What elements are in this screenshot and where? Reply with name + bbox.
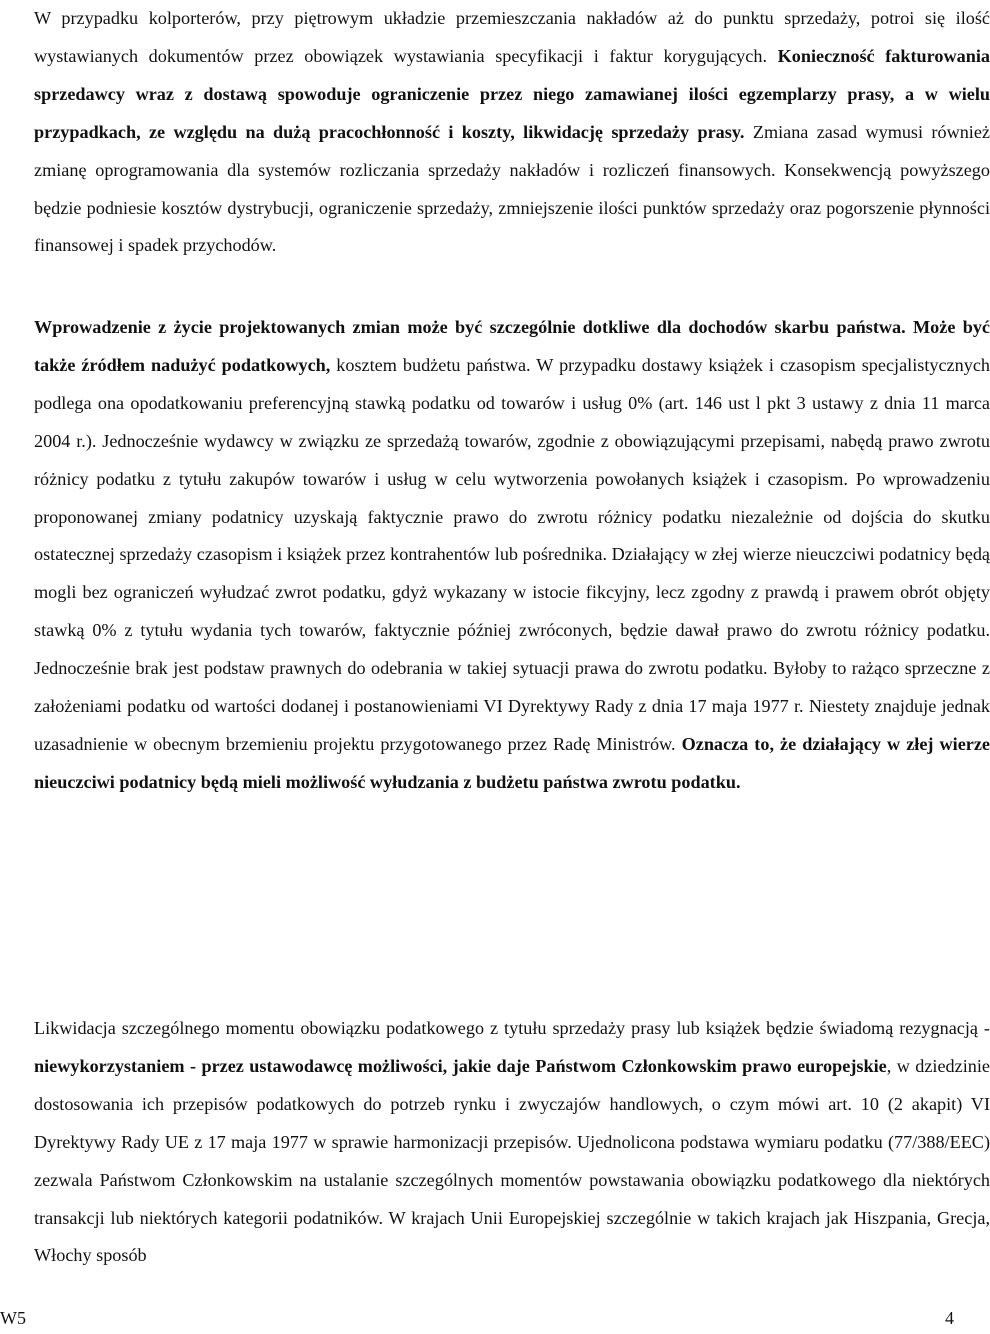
paragraph-item-8 [0, 309, 990, 802]
item-9-text-2: , w dziedzinie dostosowania ich przepisów podatkowych do potrzeb rynku i zwyczajów handlowych, o czym mówi art. 10 (2 akapit) VI Dyrektywy Rady UE z 17 maja 1977 w sprawie harmonizacji przepisów. Ujednolicona podstawa wymiaru podatku (77/388/EEC) zezwala Państwom Członkowskim na ustalanie szczególnych momentów powstawania obowiązku podatkowego dla niektórych transakcji lub niektórych kategorii podatników. W krajach Unii Europejskiej szczególnie w takich krajach jak Hiszpania, Grecja, Włochy sposób [34, 1055, 990, 1266]
item-7-bold-1: Konieczność fakturowania sprzedawcy wraz z dostawą spowoduje ograniczenie przez niego zamawianej ilości egzemplarzy prasy, a w wielu przypadkach, ze względu na dużą pracochłonność i koszty, likwidację sprzedaży prasy. [34, 45, 990, 142]
item-8-bold-2: Oznacza to, że działający w złej wierze nieuczciwi podatnicy będą mieli możliwość wyłudzania z budżetu państwa zwrotu podatku. [34, 733, 990, 792]
item-9-text-1: Likwidacja szczególnego momentu obowiązku podatkowego z tytułu sprzedaży prasy lub książek będzie świadomą rezygnacją - [34, 1018, 990, 1038]
paragraph-item-7 [0, 0, 990, 265]
item-7-text-1: W przypadku kolporterów, przy piętrowym układzie przemieszczania nakładów aż do punktu sprzedaży, potroi się ilość wystawianych dokumentów przez obowiązek wystawiania specyfikacji i faktur korygujących. [34, 8, 990, 66]
paragraph-item-9 [0, 1010, 990, 1275]
item-8-text-1: kosztem budżetu państwa. W przypadku dostawy książek i czasopism specjalistycznych podlega ona opodatkowaniu preferencyjną stawką podatku od towarów i usług 0% (art. 146 ust l pkt 3 ustawy z dnia 11 marca 2004 r.). Jednocześnie wydawcy w związku ze sprzedażą towarów, zgodnie z obowiązującymi przepisami, nabędą prawo zwrotu różnicy podatku z tytułu zakupów towarów i usług w celu wytworzenia powołanych książek i czasopism. Po wprowadzeniu proponowanej zmiany podatnicy uzyskają faktycznie prawo do zwrotu różnicy podatku niezależnie od dojścia do skutku ostatecznej sprzedaży czasopism i książek przez kontrahentów lub pośrednika. Działający w złej wierze nieuczciwi podatnicy będą mogli bez ograniczeń wyłudzać zwrot podatku, gdyż wykazany w istocie fikcyjny, lecz zgodny z prawdą i prawem obrót objęty stawką 0% z tytułu wydania tych towarów, faktycznie później zwróconych, będzie dawał prawo do zwrotu różnicy podatku. Jednocześnie brak jest podstaw prawnych do odebrania w takiej sytuacji prawa do zwrotu podatku. Byłoby to rażąco sprzeczne z założeniami podatku od wartości dodanej i postanowieniami VI Dyrektywy Rady z dnia 17 maja 1977 r. Niestety znajduje jednak uzasadnienie w obecnym brzemieniu projektu przygotowanego przez Radę Ministrów. [34, 354, 990, 754]
item-7-text-2: Zmiana zasad wymusi również zmianę oprogramowania dla systemów rozliczania sprzedaży nakładów i rozliczeń finansowych. Konsekwencją powyższego będzie podniesie kosztów dystrybucji, ograniczenie sprzedaży, zmniejszenie ilości punktów sprzedaży oraz pogorszenie płynności finansowej i spadek przychodów. [34, 121, 990, 256]
page-number: 4 [945, 1308, 954, 1328]
item-number [0, 0, 34, 38]
item-number [0, 309, 34, 347]
item-8-bold-1: Wprowadzenie z życie projektowanych zmian może być szczególnie dotkliwe dla dochodów skarbu państwa. Może być także źródłem nadużyć podatkowych, [34, 317, 990, 375]
footer-left-label: W5 [0, 1308, 26, 1328]
item-number [0, 1010, 34, 1048]
item-9-bold-1: niewykorzystaniem - przez ustawodawcę możliwości, jakie daje Państwom Członkowskim prawo europejskie [34, 1055, 887, 1076]
